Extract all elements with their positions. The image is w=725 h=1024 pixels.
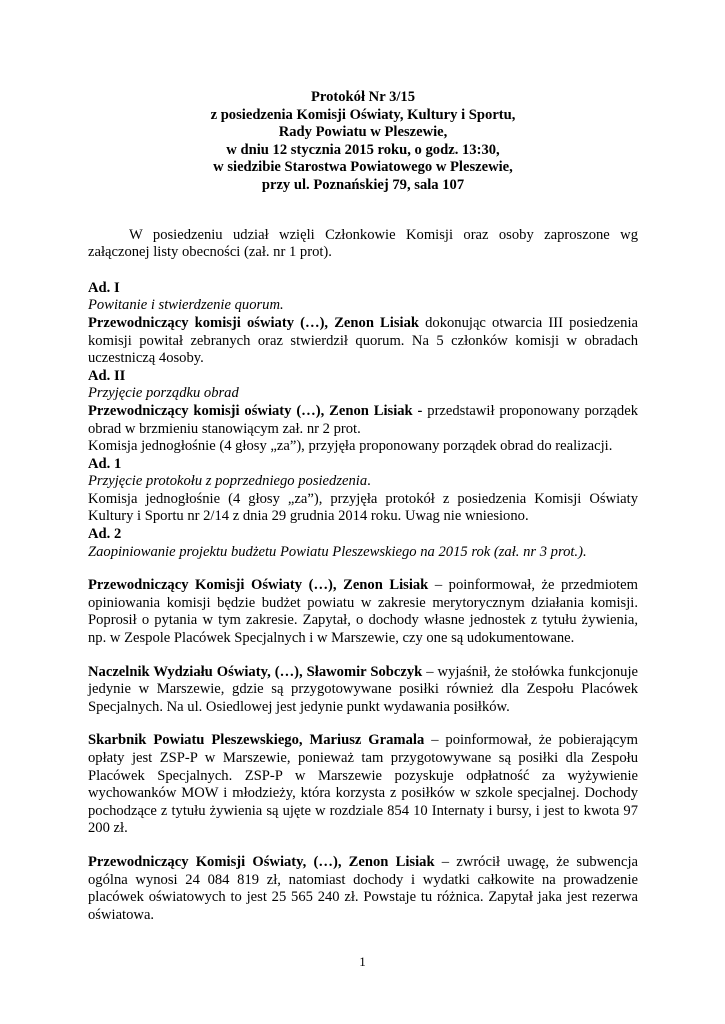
section-subtitle: Zaopiniowanie projektu budżetu Powiatu Pleszewskiego na 2015 rok (zał. nr 3 prot.). xyxy=(88,543,587,560)
title-line: Rady Powiatu w Pleszewie, xyxy=(278,124,448,141)
section-heading: Ad. 2 xyxy=(88,526,122,543)
section-ad-1 xyxy=(88,456,638,526)
speaker-name: Przewodniczący komisji oświaty (…), Zenon Lisiak xyxy=(88,314,419,331)
protocol-title xyxy=(88,89,638,195)
section-heading: Ad. 1 xyxy=(88,455,122,472)
document-body xyxy=(88,89,638,924)
page-number: 1 xyxy=(359,954,366,969)
speaker-name: Skarbnik Powiatu Pleszewskiego, Mariusz Gramala xyxy=(88,732,425,749)
statement-paragraph: Naczelnik Wydziału Oświaty, (…), Sławomir Sobczyk – wyjaśnił, że stołówka funkcjonuje jedynie w Marszewie, gdzie są przygotowywane posiłki również dla Zespołu Placówek Specjalnych. Na ul. Osiedlowej jest jedynie punkt wydawania posiłków. xyxy=(88,663,638,715)
section-heading: Ad. II xyxy=(88,367,126,384)
intro-paragraph: W posiedzeniu udział wzięli Członkowie Komisji oraz osoby zaproszone wg załączonej listy obecności (zał. nr 1 prot). xyxy=(88,226,638,261)
section-ad-2 xyxy=(88,526,638,561)
section-paragraph: Przewodniczący komisji oświaty (…), Zenon Lisiak dokonując otwarcia III posiedzenia komisji powitał zebranych oraz stwierdził quorum. Na 5 członków komisji w obradach uczestniczą 4osoby. xyxy=(88,314,638,367)
section-paragraph: Komisja jednogłośnie (4 głosy „za”), przyjęła protokół z posiedzenia Komisji Oświaty Kultury i Sportu nr 2/14 z dnia 29 grudnia 2014 roku. Uwag nie wniesiono. xyxy=(88,490,638,525)
title-line: Protokół Nr 3/15 xyxy=(310,89,416,105)
speaker-name: Naczelnik Wydziału Oświaty, (…), Sławomir Sobczyk xyxy=(88,663,423,680)
section-subtitle: Przyjęcie porządku obrad xyxy=(88,385,239,402)
speaker-name: Przewodniczący komisji oświaty (…), Zenon Lisiak - xyxy=(88,402,423,419)
section-heading: Ad. I xyxy=(88,279,120,296)
section-ad-ii xyxy=(88,368,638,456)
section-paragraph: Przewodniczący komisji oświaty (…), Zenon Lisiak - przedstawił proponowany porządek obrad w brzmieniu stanowiącym zał. nr 2 prot. xyxy=(88,402,638,437)
speaker-name: Przewodniczący Komisji Oświaty, (…), Zenon Lisiak xyxy=(88,853,435,870)
section-ad-i xyxy=(88,280,638,368)
section-subtitle: Powitanie i stwierdzenie quorum. xyxy=(88,297,284,314)
title-line: w siedzibie Starostwa Powiatowego w Pleszewie, xyxy=(213,159,513,176)
title-line: w dniu 12 stycznia 2015 roku, o godz. 13:30, xyxy=(226,141,500,158)
statement-paragraph: Przewodniczący Komisji Oświaty (…), Zenon Lisiak – poinformował, że przedmiotem opiniowania komisji będzie budżet powiatu w zakresie merytorycznym działania komisji. Poprosił o pytania w tym zakresie. Zapytał, o dochody własne jednostek z tytułu żywienia, np. w Zespole Placówek Specjalnych i w Marszewie, czy one są udokumentowane. xyxy=(88,577,638,647)
statement-paragraph: Skarbnik Powiatu Pleszewskiego, Mariusz Gramala – poinformował, że pobierającym opłaty jest ZSP-P w Marszewie, ponieważ tam przygotowywane są posiłki dla Zespołu Placówek Specjalnych. ZSP-P w Marszewie pozyskuje odpłatność za wyżywienie wychowanków MOW i młodzieży, która korzysta z posiłków w szkole specjalnej. Dochody pochodzące z tytułu żywienia są ujęte w rozdziale 854 10 Internaty i bursy, i jest to kwota 97 200 zł. xyxy=(88,732,638,837)
title-line: przy ul. Poznańskiej 79, sala 107 xyxy=(261,176,465,193)
section-subtitle: Przyjęcie protokołu z poprzedniego posiedzenia. xyxy=(88,473,371,490)
statement-paragraph: Przewodniczący Komisji Oświaty, (…), Zenon Lisiak – zwrócił uwagę, że subwencja ogólna wynosi 24 084 819 zł, natomiast dochody i wydatki całkowite na prowadzenie placówek oświatowych to jest 25 565 240 zł. Powstaje tu różnica. Zapytał jaka jest rezerwa oświatowa. xyxy=(88,853,638,923)
title-line: z posiedzenia Komisji Oświaty, Kultury i Sportu, xyxy=(210,106,516,123)
section-paragraph: Komisja jednogłośnie (4 głosy „za”), przyjęła proponowany porządek obrad do realizacji. xyxy=(88,438,613,455)
speaker-name: Przewodniczący Komisji Oświaty (…), Zenon Lisiak xyxy=(88,577,429,594)
